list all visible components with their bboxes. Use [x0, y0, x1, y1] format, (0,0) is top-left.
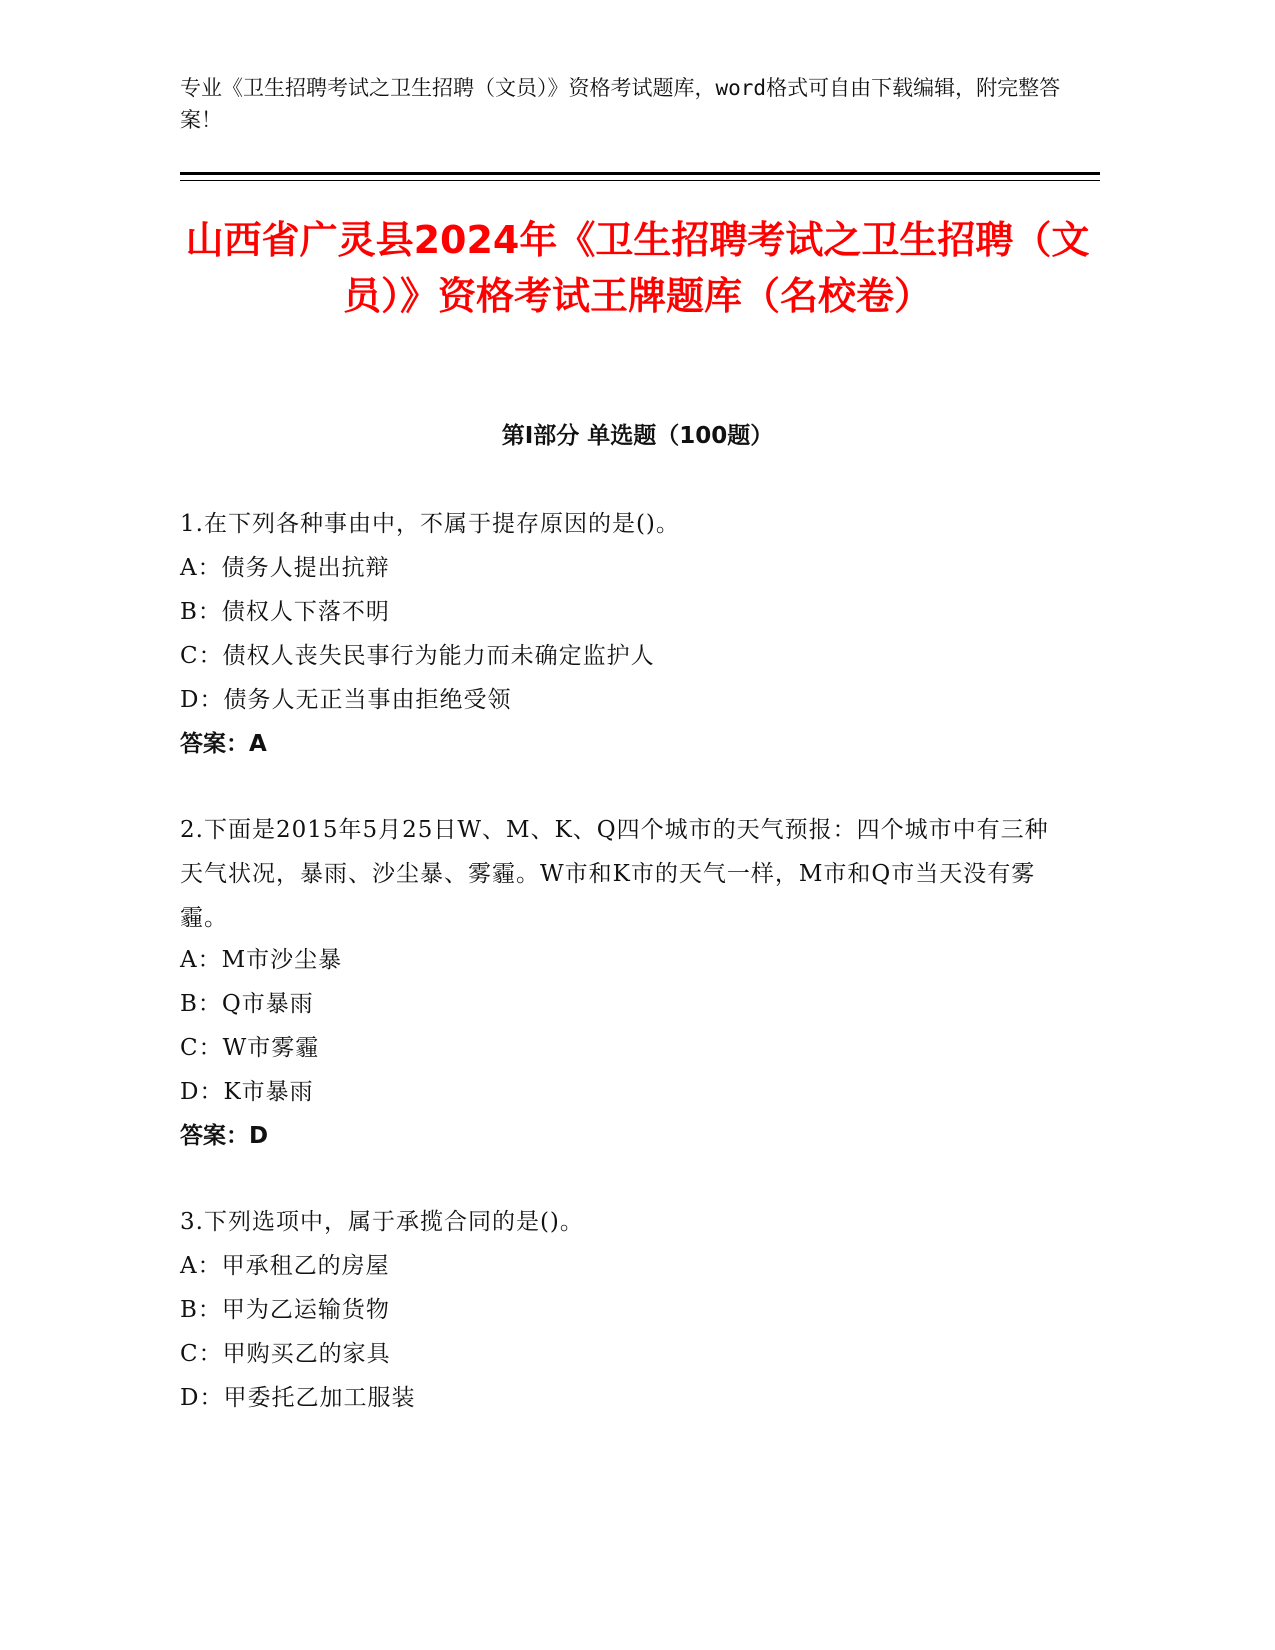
- question-1-option-b: B：债权人下落不明: [180, 599, 390, 625]
- header-divider-thick: [180, 172, 1100, 175]
- header-note: 专业《卫生招聘考试之卫生招聘（文员）》资格考试题库，word格式可自由下载编辑，附完整答案！: [180, 76, 1061, 132]
- question-2-option-c: C：W市雾霾: [180, 1035, 320, 1061]
- question-2-option-b: B：Q市暴雨: [180, 991, 314, 1017]
- question-1-answer: 答案：A: [180, 731, 267, 757]
- question-3-option-c: C：甲购买乙的家具: [180, 1341, 391, 1367]
- question-3-option-d: D：甲委托乙加工服装: [180, 1385, 416, 1411]
- question-1-option-c: C：债权人丧失民事行为能力而未确定监护人: [180, 643, 655, 669]
- question-2-option-a: A：M市沙尘暴: [180, 947, 343, 973]
- question-1-option-a: A：债务人提出抗辩: [180, 555, 390, 581]
- question-3-stem: 3.下列选项中，属于承揽合同的是()。: [180, 1209, 584, 1235]
- question-3-option-b: B：甲为乙运输货物: [180, 1297, 390, 1323]
- question-3-option-a: A：甲承租乙的房屋: [180, 1253, 390, 1279]
- document-title: 山西省广灵县2024年《卫生招聘考试之卫生招聘（文员）》资格考试王牌题库（名校卷）: [185, 218, 1090, 318]
- question-2-stem: 2.下面是2015年5月25日W、M、K、Q四个城市的天气预报：四个城市中有三种天气状况，暴雨、沙尘暴、雾霾。W市和K市的天气一样，M市和Q市当天没有雾霾。: [180, 817, 1049, 931]
- question-2-answer: 答案：D: [180, 1123, 269, 1149]
- question-2-option-d: D：K市暴雨: [180, 1079, 314, 1105]
- question-1-stem: 1.在下列各种事由中，不属于提存原因的是()。: [180, 511, 680, 537]
- question-1-option-d: D：债务人无正当事由拒绝受领: [180, 687, 512, 713]
- header-divider-thin: [180, 180, 1100, 181]
- section-heading: 第I部分 单选题（100题）: [501, 423, 774, 449]
